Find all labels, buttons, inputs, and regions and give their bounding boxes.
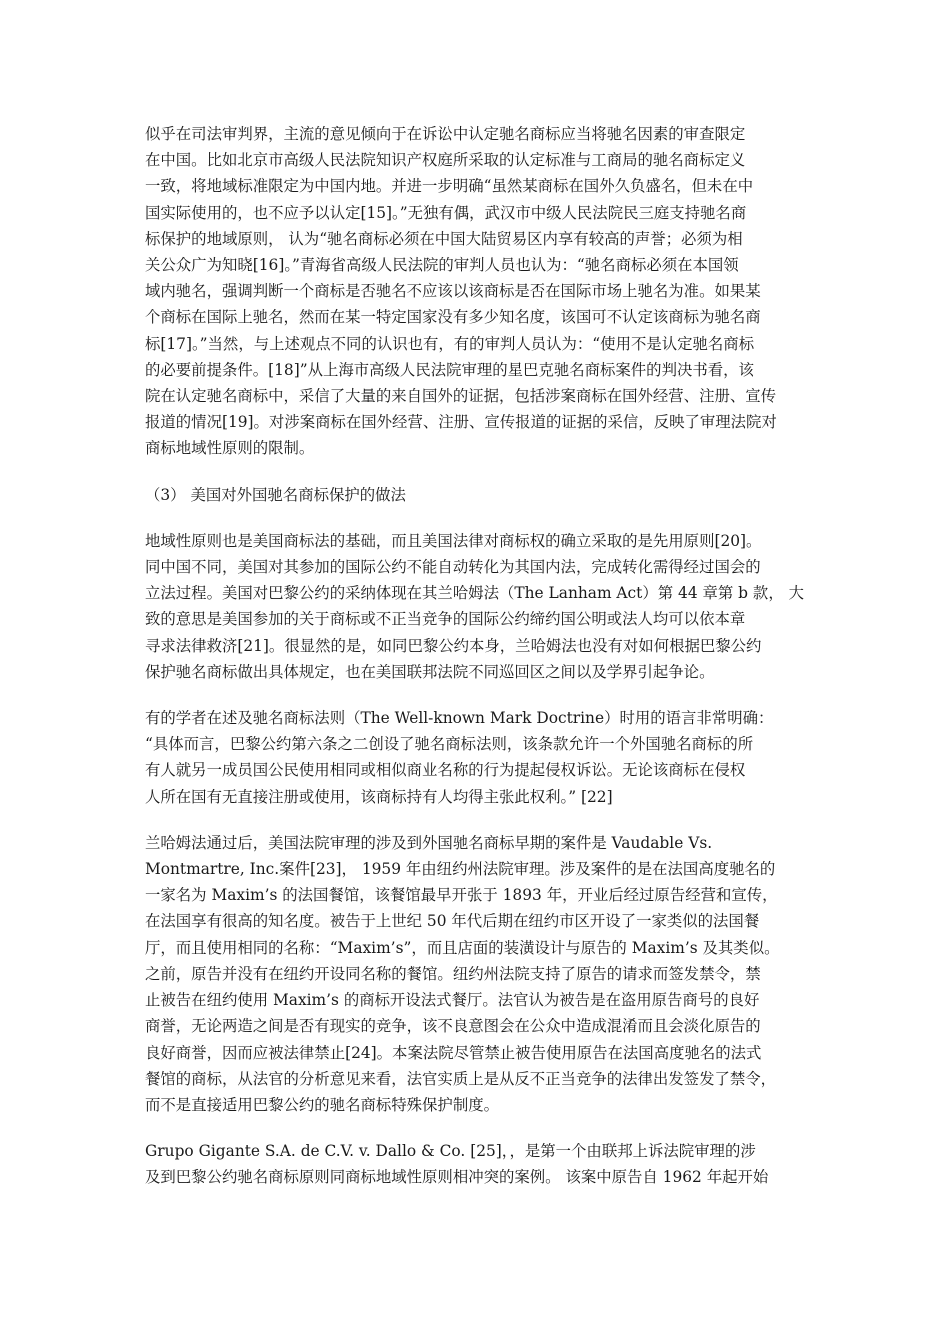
paragraph-china-judicial-view: 似乎在司法审判界，主流的意见倾向于在诉讼中认定驰名商标应当将驰名因素的审查限定 在中国。比如北京市高级人民法院知识产权庭所采取的认定标准与工商局的驰名商标定义 一致，将地域标准限定为中国内地。并进一步明确“虽然某商标在国外久负盛名，但未在中 国实际使用的，也不应予以认定[15]。”无独有偶，武汉市中级人民法院民三庭支持驰名商 标保护的地域原则， 认为“驰名商标必须在中国大陆贸易区内享有较高的声誉；必须为相 关公众广为知晓[16]。”青海省高级人民法院的审判人员也认为：“驰名商标必须在本国领 域内驰名，强调判断一个商标是否驰名不应该以该商标是否在国际市场上驰名为准。如果某 个商标在国际上驰名，然而在某一特定国家没有多少知名度，该国可不认定该商标为驰名商 标[17]。”当然，与上述观点不同的认识也有，有的审判人员认为：“使用不是认定驰名商标 的必要前提条件。[18]”从上海市高级人民法院审理的星巴克驰名商标案件的判决书看，该 院在认定驰名商标中，采信了大量的来自国外的证据，包括涉案商标在国外经营、注册、宣传 报道的情况[19]。对涉案商标在国外经营、注册、宣传报道的证据的采信，反映了审理法院对 商标地域性原则的限制。 (145, 125, 777, 458)
paragraph-gap (145, 462, 815, 482)
paragraph-gap (145, 810, 815, 830)
document-body (145, 121, 815, 1191)
section-heading: （3） 美国对外国驰名商标保护的做法 (145, 485, 406, 504)
paragraph-gap (145, 508, 815, 528)
paragraph-us-territoriality: 地域性原则也是美国商标法的基础，而且美国法律对商标权的确立采取的是先用原则[20]。 同中国不同，美国对其参加的国际公约不能自动转化为其国内法，完成转化需得经过国会的 立法过程。美国对巴黎公约的采纳体现在其兰哈姆法（The Lanham Act）第 44 章第 b 款， 大 致的意思是美国参加的关于商标或不正当竞争的国际公约缔约国公明或法人均可以依本章 寻求法律救济[21]。很显然的是，如同巴黎公约本身，兰哈姆法也没有对如何根据巴黎公约 保护驰名商标做出具体规定，也在美国联邦法院不同巡回区之间以及学界引起争论。 (145, 531, 804, 681)
paragraph-grupo-gigante-case: Grupo Gigante S.A. de C.V. v. Dallo & Co. [25]，，是第一个由联邦上诉法院审理的涉 及到巴黎公约驰名商标原则同商标地域性原则相冲突的案例。 该案中原告自 1962 年起开始 (145, 1142, 769, 1187)
paragraph-gap (145, 1118, 815, 1138)
paragraph-vaudable-case: 兰哈姆法通过后，美国法院审理的涉及到外国驰名商标早期的案件是 Vaudable Vs. Montmartre, Inc.案件[23]， 1959 年由纽约州法院审理。涉及案件的是在法国高度驰名的 一家名为 Maxim’s 的法国餐馆，该餐馆最早开张于 1893 年，开业后经过原告经营和宣传， 在法国享有很高的知名度。被告于上世纪 50 年代后期在纽约市区开设了一家类似的法国餐 厅，而且使用相同的名称：“Maxim’s”，而且店面的装潢设计与原告的 Maxim’s 及其类似。 之前，原告并没有在纽约开设同名称的餐馆。纽约州法院支持了原告的请求而签发禁令，禁 止被告在纽约使用 Maxim’s 的商标开设法式餐厅。法官认为被告是在盗用原告商号的良好 商誉，无论两造之间是否有现实的竞争，该不良意图会在公众中造成混淆而且会淡化原告的 良好商誉，因而应被法律禁止[24]。本案法院尽管禁止被告使用原告在法国高度驰名的法式 餐馆的商标，从法官的分析意见来看，法官实质上是从反不正当竞争的法律出发签发了禁令， 而不是直接适用巴黎公约的驰名商标特殊保护制度。 (145, 833, 780, 1114)
paragraph-well-known-mark-doctrine: 有的学者在述及驰名商标法则（The Well-known Mark Doctrine）时用的语言非常明确： “具体而言，巴黎公约第六条之二创设了驰名商标法则，该条款允许一个外国驰名商标的所 有人就另一成员国公民使用相同或相似商业名称的行为提起侵权诉讼。无论该商标在侵权 人所在国有无直接注册或使用，该商标持有人均得主张此权利。” [22] (145, 709, 774, 806)
paragraph-gap (145, 685, 815, 705)
